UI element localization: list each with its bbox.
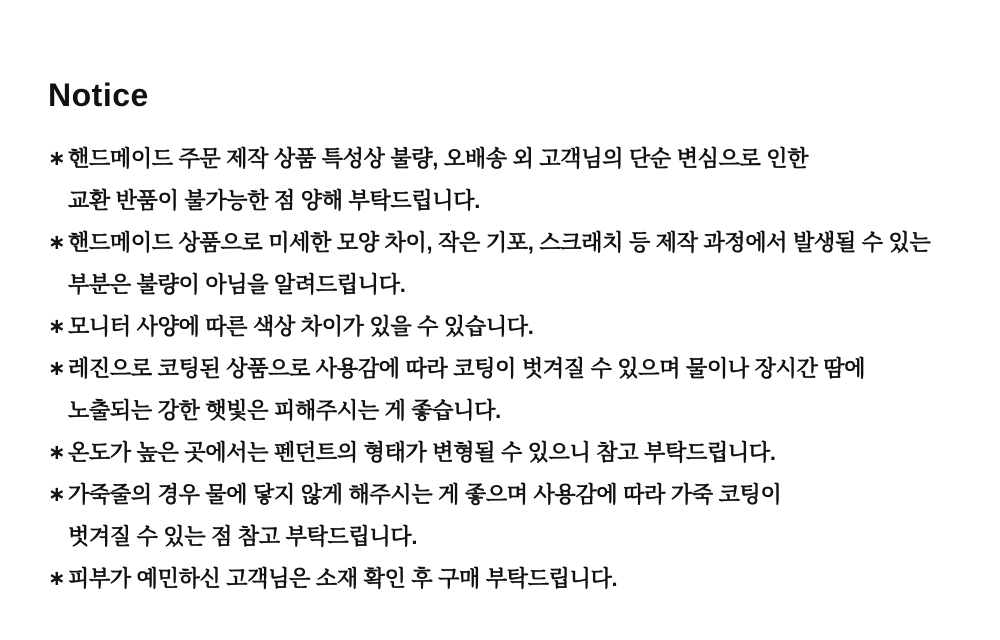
- notice-item-lines: [68, 138, 966, 222]
- notice-item-lines: [68, 432, 966, 474]
- notice-title: Notice: [48, 77, 149, 113]
- notice-item: [48, 306, 966, 348]
- notice-line: 모니터 사양에 따른 색상 차이가 있을 수 있습니다.: [68, 314, 534, 339]
- asterisk-bullet: ∗: [48, 483, 66, 506]
- notice-item-lines: [68, 558, 966, 600]
- notice-item: [48, 138, 966, 222]
- asterisk-bullet: ∗: [48, 231, 66, 254]
- notice-line: 가죽줄의 경우 물에 닿지 않게 해주시는 게 좋으며 사용감에 따라 가죽 코팅이: [68, 482, 782, 507]
- notice-line: 벗겨질 수 있는 점 참고 부탁드립니다.: [68, 524, 418, 549]
- asterisk-bullet: ∗: [48, 567, 66, 590]
- notice-item: [48, 348, 966, 432]
- notice-list: [48, 138, 966, 600]
- notice-line: 교환 반품이 불가능한 점 양해 부탁드립니다.: [68, 188, 481, 213]
- notice-line: 레진으로 코팅된 상품으로 사용감에 따라 코팅이 벗겨질 수 있으며 물이나 장시간 땀에: [68, 356, 866, 381]
- notice-item: [48, 558, 966, 600]
- asterisk-bullet: ∗: [48, 147, 66, 170]
- asterisk-bullet: ∗: [48, 315, 66, 338]
- notice-line: 피부가 예민하신 고객님은 소재 확인 후 구매 부탁드립니다.: [68, 566, 618, 591]
- notice-line: 핸드메이드 주문 제작 상품 특성상 불량, 오배송 외 고객님의 단순 변심으로 인한: [68, 146, 809, 171]
- notice-line: 부분은 불량이 아님을 알려드립니다.: [68, 272, 406, 297]
- notice-item: [48, 432, 966, 474]
- notice-item: [48, 222, 966, 306]
- notice-item-lines: [68, 222, 966, 306]
- notice-item: [48, 474, 966, 558]
- asterisk-bullet: ∗: [48, 357, 66, 380]
- notice-item-lines: [68, 348, 966, 432]
- notice-item-lines: [68, 306, 966, 348]
- asterisk-bullet: ∗: [48, 441, 66, 464]
- notice-line: 온도가 높은 곳에서는 펜던트의 형태가 변형될 수 있으니 참고 부탁드립니다.: [68, 440, 776, 465]
- notice-line: 노출되는 강한 햇빛은 피해주시는 게 좋습니다.: [68, 398, 501, 423]
- notice-line: 핸드메이드 상품으로 미세한 모양 차이, 작은 기포, 스크래치 등 제작 과정에서 발생될 수 있는: [68, 230, 931, 255]
- notice-item-lines: [68, 474, 966, 558]
